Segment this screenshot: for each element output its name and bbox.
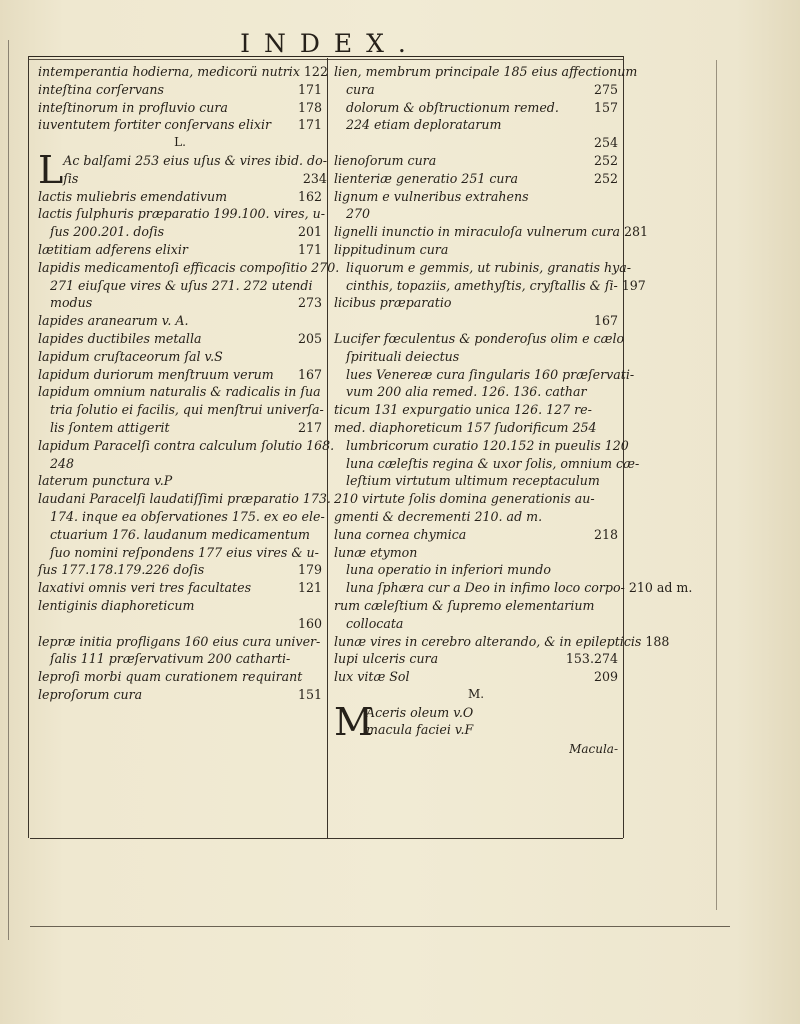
- index-column-left: [38, 63, 340, 704]
- index-column-right: [334, 63, 693, 759]
- heading-rule-thin: [28, 59, 623, 60]
- index-entry: laterum punctura v.P: [38, 473, 173, 489]
- index-entry: lupi ulceris cura 153.274: [334, 651, 618, 667]
- index-entry: lapides aranearum v. A.: [38, 313, 189, 329]
- index-entry: lactis ſulphuris præparatio 199.100. vires, u- ſus 200.201. doſis 201: [38, 206, 325, 240]
- index-entry: lapidum duriorum menſtruum verum 167: [38, 366, 322, 382]
- index-entry: rum cæleſtium & ſupremo elementarium collocata: [334, 597, 595, 631]
- index-entry: 210 virtute ſolis domina generationis au-: [334, 491, 595, 507]
- page-heading: INDEX.: [240, 29, 420, 58]
- index-entry: lapidum Paracelſi contra calculum ſolutio 168. 248: [38, 437, 335, 471]
- catchword: Macula-: [569, 742, 618, 757]
- index-entry: lunæ vires in cerebro alterando, & in epilepticis 188: [334, 633, 670, 649]
- index-entry: lignelli inunctio in miraculoſa vulnerum cura 281: [334, 224, 649, 240]
- index-entry: ſus 177.178.179.226 doſis 179: [38, 562, 322, 578]
- index-entry: lapides ductibiles metalla 205: [38, 330, 322, 346]
- index-entry: med. diaphoreticum 157 ſudorificum 254 lumbricorum curatio 120.152 in pueulis 120 luna cæleſtis regina & uxor ſolis, omnium cæ- leſtium virtutum ultimum receptaculum: [334, 419, 640, 489]
- index-entry: intemperantia hodierna, medicorü nutrix 122: [38, 64, 328, 79]
- index-entry: lien, membrum principale 185 eius affectionum cura 275 dolorum & obſtructionum remed. 157 224 etiam deploratarum: [334, 64, 638, 133]
- index-entry: lux vitæ Sol 209: [334, 669, 618, 685]
- index-entry: Lucifer fœculentus & ponderoſus olim e cælo ſpirituali deiectus lues Venereæ cura ſingularis 160 præſervati- vum 200 alia remed. 126. 136. cathar: [334, 330, 635, 400]
- index-entry: 254: [593, 135, 618, 151]
- bottom-rule: [30, 838, 623, 839]
- index-entry: lienteriæ generatio 251 cura 252: [334, 170, 618, 186]
- index-entry: inteſtinorum in profluvio cura 178: [38, 99, 322, 115]
- index-entry: lapidum omnium naturalis & radicalis in ſua tria ſolutio ei facilis, qui menſtrui univerſa- lis ſontem attigerit 217: [38, 384, 324, 435]
- drop-cap-letter: M: [334, 699, 373, 744]
- index-entry: luna cornea chymica 218: [334, 526, 618, 542]
- index-entry: lepræ initia profligans 160 eius cura univer- ſalis 111 præſervativum 200 catharti-: [38, 633, 321, 667]
- index-entry: lienoſorum cura 252: [334, 152, 618, 168]
- letter-section-header: M.: [467, 686, 485, 701]
- index-entry: lætitiam adferens elixir 171: [38, 241, 322, 257]
- page-edge-right: [716, 60, 717, 910]
- left-margin-rule: [28, 56, 29, 838]
- index-entry: iuventutem fortiter conſervans elixir 171: [38, 117, 322, 133]
- index-entry: lapidum cruſtaceorum ſal v.S: [38, 348, 223, 364]
- heading-rule: [28, 56, 623, 57]
- index-entry: leproſi morbi quam curationem requirant: [38, 669, 303, 685]
- index-entry: lunæ etymon luna operatio in inferiori mundo luna ſphæra cur a Deo in infimo loco corpo- 210 ad m.: [334, 544, 693, 596]
- index-entry: lentiginis diaphoreticum 160: [38, 597, 322, 631]
- letter-section-header: L.: [174, 135, 186, 150]
- drop-cap-letter: L: [38, 147, 64, 192]
- index-entry: lapidis medicamentoſi efficacis compoſitio 270. 271 eiuſque vires & uſus 271. 272 utendi modus 273: [38, 259, 340, 311]
- page-edge-left: [8, 40, 9, 940]
- index-entry: leproſorum cura 151: [38, 686, 322, 702]
- index-entry: ticum 131 expurgatio unica 126. 127 re-: [334, 402, 592, 418]
- dropcap-entry: M Aceris oleum v.O macula faciei v.F: [334, 699, 474, 744]
- index-entry: gmenti & decrementi 210. ad m.: [334, 508, 543, 524]
- page-bottom-edge: [30, 926, 730, 927]
- index-entry: laxativi omnis veri tres facultates 121: [38, 580, 322, 596]
- index-entry: lippitudinum cura liquorum e gemmis, ut rubinis, granatis hya- cinthis, topaziis, amethyſtis, cryſtallis & ſi- 197: [334, 241, 646, 293]
- index-entry: inteſtina corſervans 171: [38, 81, 322, 97]
- index-entry: lactis muliebris emendativum 162: [38, 188, 322, 204]
- dropcap-entry: L Ac balſami 253 eius uſus & vires ibid. do- ſis 234: [38, 147, 327, 192]
- index-entry: laudani Paracelſi laudatiſſimi præparatio 173. 174. inque ea obſervationes 175. ex eo ele- ctuarium 176. laudanum medicamentum ſuo nomini reſpondens 177 eius vires & u-: [38, 491, 331, 560]
- index-entry: licibus præparatio 167: [334, 295, 618, 329]
- index-entry: lignum e vulneribus extrahens 270: [334, 188, 529, 222]
